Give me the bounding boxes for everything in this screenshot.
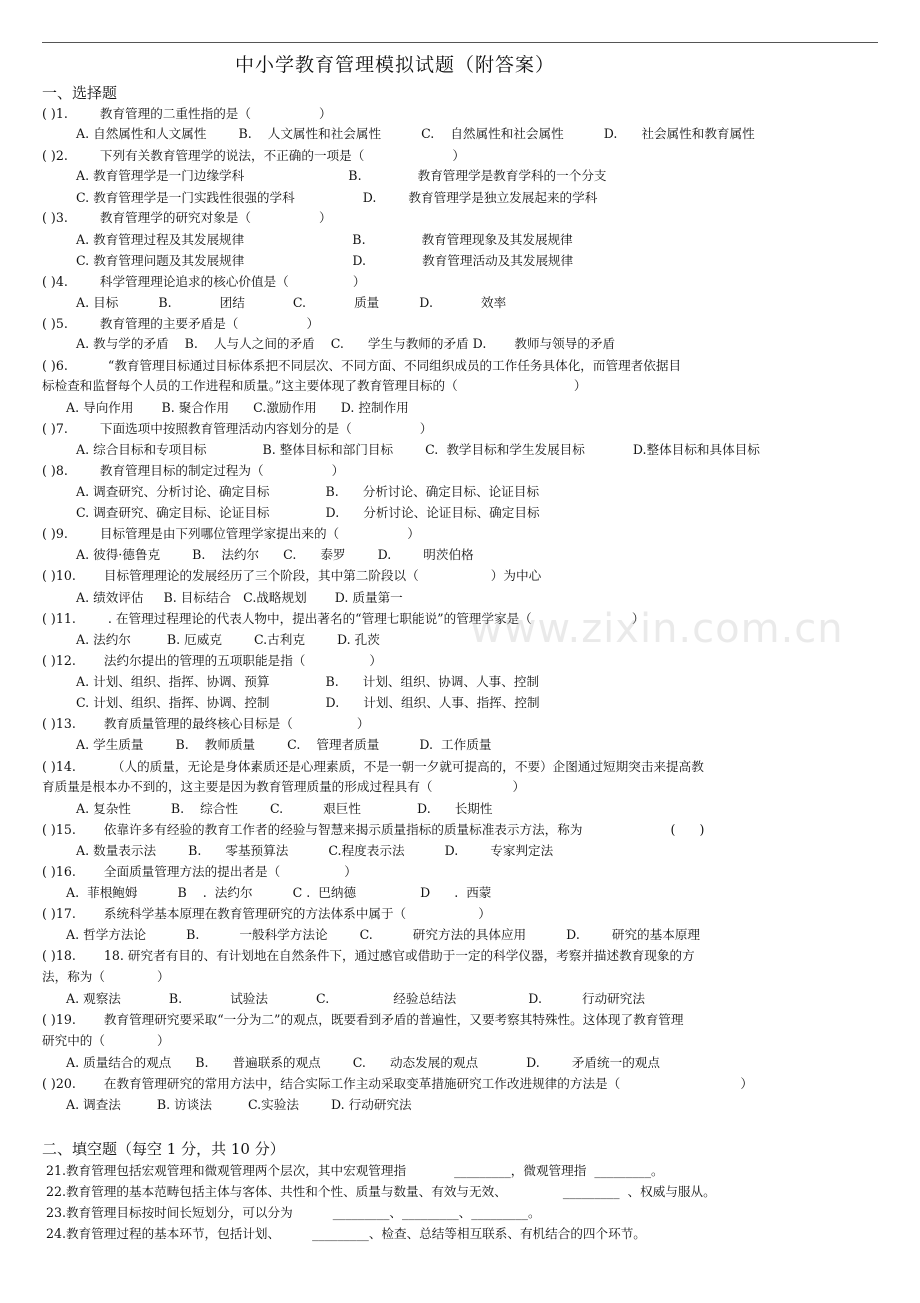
question-13: ( )13. 教育质量管理的最终核心目标是（ ） [42, 716, 370, 731]
question-10-options: A. 绩效评估 B. 目标结合 C.战略规划 D. 质量第一 [76, 590, 403, 605]
question-1-options: A. 自然属性和人文属性 B. 人文属性和社会属性 C. 自然属性和社会属性 D. 社会属性和教育属性 [76, 126, 755, 141]
question-15-options: A. 数量表示法 B. 零基预算法 C.程度表示法 D. 专家判定法 [76, 843, 554, 858]
question-18-line1: ( )18. 18. 研究者有目的、有计划地在自然条件下，通过感官或借助于一定的科学仪器，考察并描述教育现象的方 [42, 948, 695, 963]
question-7-options: A. 综合目标和专项目标 B. 整体目标和部门目标 C. 教学目标和学生发展目标 D.整体目标和具体目标 [76, 442, 760, 457]
question-20: ( )20. 在教育管理研究的常用方法中，结合实际工作主动采取变革措施研究工作改进规律的方法是（ ） [42, 1076, 753, 1091]
question-11: ( )11. . 在管理过程理论的代表人物中，提出著名的“管理七职能说”的管理学家是（ ） [42, 611, 645, 626]
watermark: www.zixin.com.cn [470, 606, 844, 652]
question-3-options-cd: C. 教育管理问题及其发展规律 D. 教育管理活动及其发展规律 [76, 253, 574, 268]
question-6-line2: 标检查和监督每个人员的工作进程和质量。”这主要体现了教育管理目标的（ ） [42, 378, 587, 393]
question-18-line2: 法，称为（ ） [42, 969, 170, 984]
header-rule [42, 42, 878, 43]
question-9-options: A. 彼得·德鲁克 B. 法约尔 C. 泰罗 D. 明茨伯格 [76, 547, 474, 562]
question-15: ( )15. 依靠许多有经验的教育工作者的经验与智慧来揭示质量指标的质量标准表示方法，称为 ( ) [42, 822, 705, 837]
question-12-options-cd: C. 计划、组织、指挥、协调、控制 D. 计划、组织、人事、指挥、控制 [76, 695, 540, 710]
question-9: ( )9. 目标管理是由下列哪位管理学家提出来的（ ） [42, 526, 420, 541]
question-16: ( )16. 全面质量管理方法的提出者是（ ） [42, 864, 357, 879]
page-title: 中小学教育管理模拟试题（附答案） [234, 54, 555, 76]
question-3: ( )3. 教育管理学的研究对象是（ ） [42, 210, 332, 225]
question-13-options: A. 学生质量 B. 教师质量 C. 管理者质量 D. 工作质量 [76, 737, 492, 752]
question-11-options: A. 法约尔 B. 厄威克 C.古利克 D. 孔茨 [76, 632, 380, 647]
question-19-options: A. 质量结合的观点 B. 普遍联系的观点 C. 动态发展的观点 D. 矛盾统一的观点 [66, 1055, 660, 1070]
question-14-options: A. 复杂性 B. 综合性 C. 艰巨性 D. 长期性 [76, 801, 493, 816]
question-2-options-cd: C. 教育管理学是一门实践性很强的学科 D. 教育管理学是独立发展起来的学科 [76, 190, 598, 205]
fill-question-21: 21.教育管理包括宏观管理和微观管理两个层次，其中宏观管理指 _________，微观管理指 _________。 [46, 1163, 664, 1178]
question-12-options-ab: A. 计划、组织、指挥、协调、预算 B. 计划、组织、协调、人事、控制 [76, 674, 540, 689]
question-6-options: A. 导向作用 B. 聚合作用 C.激励作用 D. 控制作用 [66, 400, 409, 415]
fill-question-24: 24.教育管理过程的基本环节，包括计划、 _________、检查、总结等相互联系、有机结合的四个环节。 [46, 1226, 646, 1241]
question-10: ( )10. 目标管理理论的发展经历了三个阶段，其中第二阶段以（ ）为中心 [42, 568, 542, 583]
question-8-options-ab: A. 调查研究、分析讨论、确定目标 B. 分析讨论、确定目标、论证目标 [76, 484, 540, 499]
question-14-line1: ( )14. （人的质量，无论是身体素质还是心理素质，不是一朝一夕就可提高的，不要）企图通过短期突击来提高教 [42, 759, 704, 774]
question-2: ( )2. 下列有关教育管理学的说法，不正确的一项是（ ） [42, 148, 466, 163]
question-18-options: A. 观察法 B. 试验法 C. 经验总结法 D. 行动研究法 [66, 991, 645, 1006]
question-12: ( )12. 法约尔提出的管理的五项职能是指（ ） [42, 653, 383, 668]
question-5-options: A. 教与学的矛盾 B. 人与人之间的矛盾 C. 学生与教师的矛盾 D. 教师与领导的矛盾 [76, 336, 616, 351]
question-4-options: A. 目标 B. 团结 C. 质量 D. 效率 [76, 295, 507, 310]
question-8: ( )8. 教育管理目标的制定过程为（ ） [42, 463, 345, 478]
question-17: ( )17. 系统科学基本原理在教育管理研究的方法体系中属于（ ） [42, 906, 491, 921]
question-1: ( )1. 教育管理的二重性指的是（ ） [42, 106, 332, 121]
section-heading-choice: 一、选择题 [42, 84, 118, 102]
question-6-line1: ( )6. “教育管理目标通过目标体系把不同层次、不同方面、不同组织成员的工作任务具体化，而管理者依据目 [42, 358, 682, 373]
question-14-line2: 育质量是根本办不到的，这主要是因为教育管理质量的形成过程具有（ ） [42, 779, 526, 794]
question-5: ( )5. 教育管理的主要矛盾是（ ） [42, 316, 320, 331]
question-2-options-ab: A. 教育管理学是一门边缘学科 B. 教育管理学是教育学科的一个分支 [76, 168, 607, 183]
question-3-options-ab: A. 教育管理过程及其发展规律 B. 教育管理现象及其发展规律 [76, 232, 573, 247]
question-20-options: A. 调查法 B. 访谈法 C.实验法 D. 行动研究法 [66, 1097, 412, 1112]
fill-question-22: 22.教育管理的基本范畴包括主体与客体、共性和个性、质量与数量、有效与无效、 _________ 、权威与服从。 [46, 1184, 716, 1199]
fill-question-23: 23.教育管理目标按时间长短划分，可以分为 _________、_________、_________。 [46, 1205, 541, 1220]
section-heading-fill: 二、填空题（每空 1 分，共 10 分） [42, 1140, 285, 1158]
question-17-options: A. 哲学方法论 B. 一般科学方法论 C. 研究方法的具体应用 D. 研究的基本原理 [66, 927, 701, 942]
question-4: ( )4. 科学管理理论追求的核心价值是（ ） [42, 274, 366, 289]
question-16-options: A. 菲根鲍姆 B . 法约尔 C . 巴纳德 D . 西蒙 [66, 885, 492, 900]
question-19-line1: ( )19. 教育管理研究要采取“一分为二”的观点，既要看到矛盾的普遍性，又要考察其特殊性。这体现了教育管理 [42, 1012, 684, 1027]
question-19-line2: 研究中的（ ） [42, 1033, 170, 1048]
question-7: ( )7. 下面选项中按照教育管理活动内容划分的是（ ） [42, 421, 433, 436]
question-8-options-cd: C. 调查研究、确定目标、论证目标 D. 分析讨论、论证目标、确定目标 [76, 505, 540, 520]
